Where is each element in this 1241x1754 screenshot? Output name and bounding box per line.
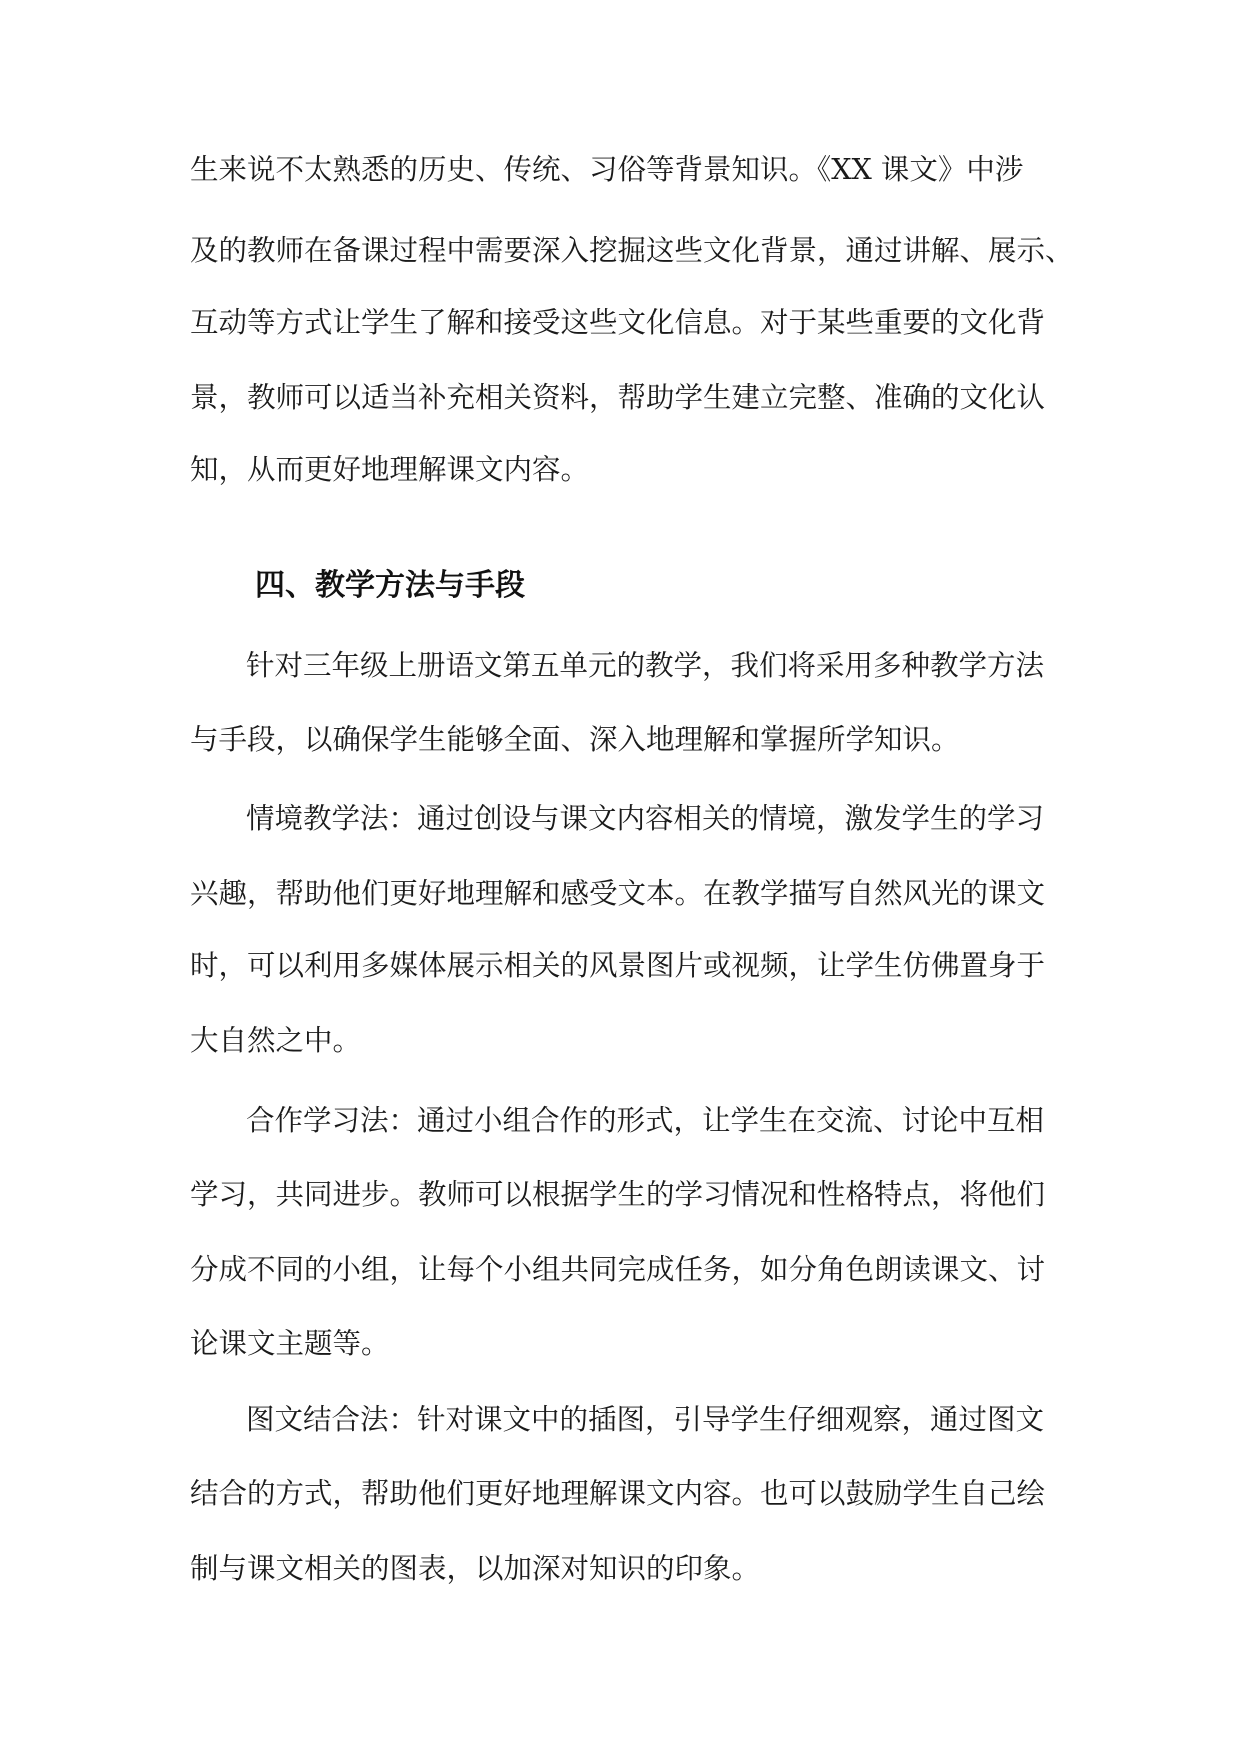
paragraph-line: 学习，共同进步。教师可以根据学生的学习情况和性格特点，将他们	[190, 1178, 1046, 1211]
paragraph-line: 知，从而更好地理解课文内容。	[190, 453, 590, 486]
paragraph-line: 制与课文相关的图表，以加深对知识的印象。	[190, 1552, 761, 1585]
paragraph-line: 结合的方式，帮助他们更好地理解课文内容。也可以鼓励学生自己绘	[190, 1477, 1046, 1510]
paragraph-line: 针对三年级上册语文第五单元的教学，我们将采用多种教学方法	[246, 649, 1045, 682]
paragraph-line: 与手段，以确保学生能够全面、深入地理解和掌握所学知识。	[190, 723, 960, 756]
paragraph-line: 及的教师在备课过程中需要深入挖掘这些文化背景，通过讲解、展示、	[190, 234, 1074, 267]
paragraph-line: 时，可以利用多媒体展示相关的风景图片或视频，让学生仿佛置身于	[190, 949, 1046, 982]
paragraph-line: 论课文主题等。	[190, 1327, 390, 1360]
paragraph-line: 景，教师可以适当补充相关资料，帮助学生建立完整、准确的文化认	[190, 381, 1046, 414]
paragraph-line: 兴趣，帮助他们更好地理解和感受文本。在教学描写自然风光的课文	[190, 877, 1046, 910]
paragraph-line: 生来说不太熟悉的历史、传统、习俗等背景知识。《XX 课文》中涉	[190, 153, 1024, 186]
paragraph-line: 合作学习法：通过小组合作的形式，让学生在交流、讨论中互相	[246, 1104, 1045, 1137]
paragraph-line: 分成不同的小组，让每个小组共同完成任务，如分角色朗读课文、讨	[190, 1253, 1046, 1286]
paragraph-line: 互动等方式让学生了解和接受这些文化信息。对于某些重要的文化背	[190, 306, 1046, 339]
paragraph-line: 情境教学法：通过创设与课文内容相关的情境，激发学生的学习	[246, 802, 1045, 835]
section-heading: 四、教学方法与手段	[255, 568, 525, 603]
paragraph-line: 大自然之中。	[190, 1024, 362, 1057]
paragraph-line: 图文结合法：针对课文中的插图，引导学生仔细观察，通过图文	[246, 1403, 1045, 1436]
